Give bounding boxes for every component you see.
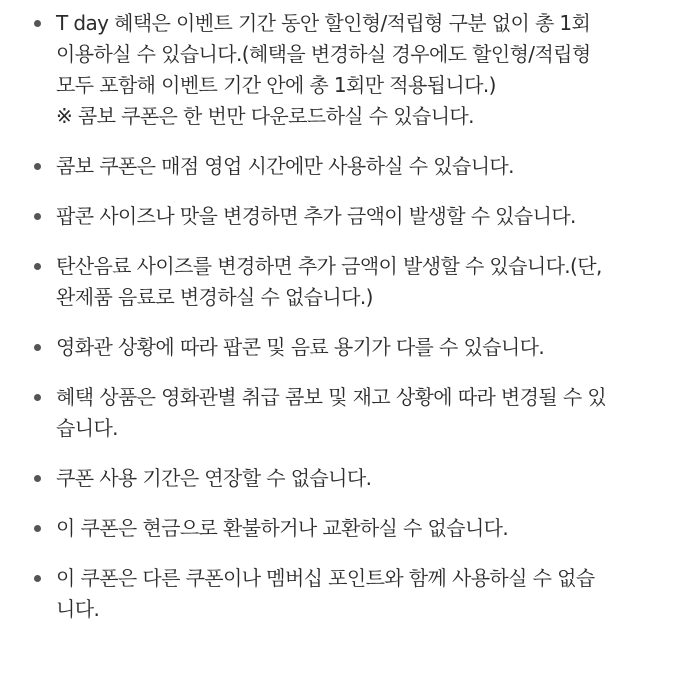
notice-line: T day 혜택은 이벤트 기간 동안 할인형/적립형 구분 없이 총 1회 <box>56 11 591 35</box>
notice-item-4 <box>0 251 675 313</box>
bullet-icon <box>34 213 41 220</box>
notice-line: 습니다. <box>56 416 118 440</box>
bullet-icon <box>34 163 41 170</box>
notice-item-5 <box>0 332 675 363</box>
notice-line: 완제품 음료로 변경하실 수 없습니다.) <box>56 285 373 309</box>
notice-line: 이 쿠폰은 현금으로 환불하거나 교환하실 수 없습니다. <box>56 516 509 540</box>
notice-line: 혜택 상품은 영화관별 취급 콤보 및 재고 상황에 따라 변경될 수 있 <box>56 385 607 409</box>
bullet-icon <box>34 575 41 582</box>
notice-item-9 <box>0 563 675 625</box>
bullet-icon <box>34 20 41 27</box>
bullet-icon <box>34 394 41 401</box>
bullet-icon <box>34 344 41 351</box>
notice-line: ※ 콤보 쿠폰은 한 번만 다운로드하실 수 있습니다. <box>56 104 474 128</box>
bullet-icon <box>34 263 41 270</box>
bullet-icon <box>34 525 41 532</box>
notice-line: 니다. <box>56 597 100 621</box>
notice-line: 이용하실 수 있습니다.(혜택을 변경하실 경우에도 할인형/적립형 <box>56 42 591 66</box>
bullet-icon <box>34 475 41 482</box>
notice-item-2 <box>0 151 675 182</box>
notice-line: 이 쿠폰은 다른 쿠폰이나 멤버십 포인트와 함께 사용하실 수 없습 <box>56 566 595 590</box>
notice-item-8 <box>0 513 675 544</box>
notice-item-1 <box>0 8 675 132</box>
notice-line: 모두 포함해 이벤트 기간 안에 총 1회만 적용됩니다.) <box>56 73 496 97</box>
notice-line: 팝콘 사이즈나 맛을 변경하면 추가 금액이 발생할 수 있습니다. <box>56 204 576 228</box>
notice-item-7 <box>0 463 675 494</box>
notice-line: 탄산음료 사이즈를 변경하면 추가 금액이 발생할 수 있습니다.(단, <box>56 254 602 278</box>
notice-item-3 <box>0 201 675 232</box>
notice-line: 쿠폰 사용 기간은 연장할 수 없습니다. <box>56 466 372 490</box>
notice-item-6 <box>0 382 675 444</box>
notice-line: 영화관 상황에 따라 팝콘 및 음료 용기가 다를 수 있습니다. <box>56 335 545 359</box>
notice-line: 콤보 쿠폰은 매점 영업 시간에만 사용하실 수 있습니다. <box>56 154 514 178</box>
